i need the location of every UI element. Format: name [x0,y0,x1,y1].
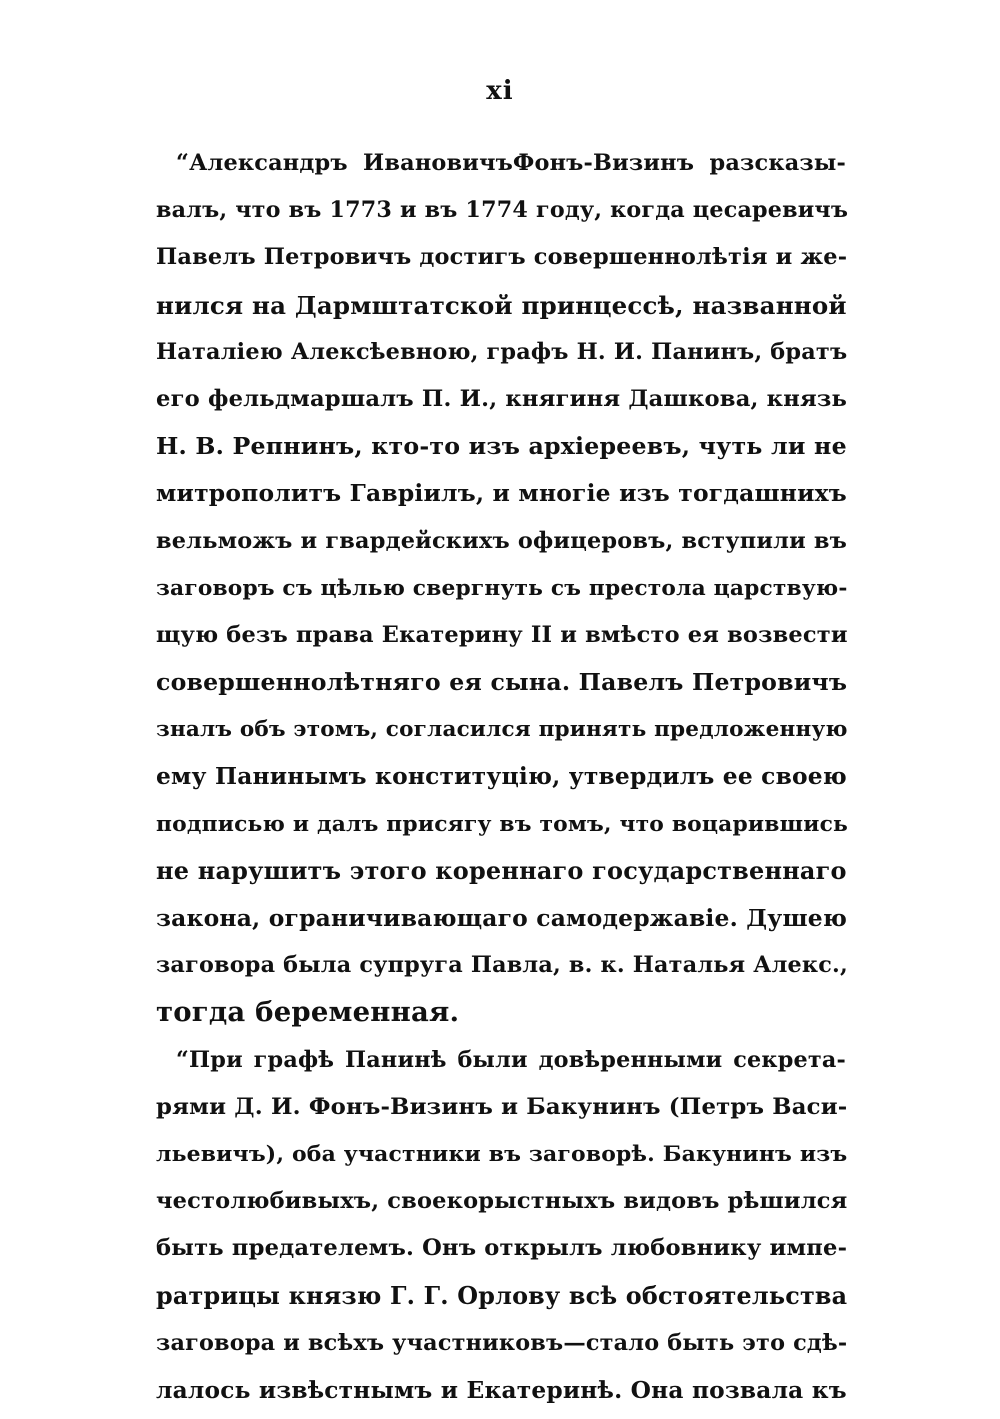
text-line: митрополитъ Гавріилъ, и многіе изъ тогдашнихъ [156,479,847,508]
text-line: не нарушитъ этого кореннаго государственнаго [156,856,847,885]
text-line: тогда беременная. [156,996,460,1029]
text-line: совершеннолѣтняго ея сына. Павелъ Петровичъ [156,668,848,697]
text-line: заговоръ съ цѣлью свергнуть съ престола царствую- [156,575,848,601]
text-line: Павелъ Петровичъ достигъ совершеннолѣтія и же- [156,244,848,271]
paragraph-1 [156,140,849,1037]
text-line: подписью и далъ присягу въ томъ, что воцарившись [156,811,849,837]
text-line: “Александръ ИвановичъФонъ-Визинъ разсказы- [176,150,846,176]
text-line: нился на Дармштатской принцессѣ, названной [156,290,847,320]
text-line: Н. В. Репнинъ, кто-то изъ архіереевъ, чуть ли не [156,432,847,461]
text-line: валъ, что въ 1773 и въ 1774 году, когда цесаревичъ [156,197,849,224]
text-line: Наталіею Алексѣевною, графъ Н. И. Панинъ, братъ [156,338,848,365]
paragraph-2 [156,1037,846,1415]
text-line: его фельдмаршалъ П. И., княгиня Дашкова, князь [156,385,848,412]
page-number: xi [486,76,514,106]
text-line: честолюбивыхъ, своекорыстныхъ видовъ рѣшился [156,1188,848,1215]
text-line: лалось извѣстнымъ и Екатеринѣ. Она позвала къ [156,1376,847,1404]
text-line: заговора была супруга Павла, в. к. Наталья Алекс., [156,952,848,979]
text-line: ему Панинымъ конституцію, утвердилъ ее своею [156,762,847,791]
body-text [156,140,849,1414]
text-line: зналъ объ этомъ, согласился принять предложенную [156,717,848,743]
text-line: закона, ограничивающаго самодержавіе. Душею [156,904,848,932]
text-line: рями Д. И. Фонъ-Визинъ и Бакунинъ (Петръ Васи- [156,1093,848,1120]
text-line: заговора и всѣхъ участниковъ—стало быть это сдѣ- [156,1329,848,1356]
text-line: льевичъ), оба участники въ заговорѣ. Бакунинъ изъ [156,1140,848,1167]
text-line: “При графѣ Панинѣ были довѣренными секрета- [176,1046,846,1073]
text-line: вельможъ и гвардейскихъ офицеровъ, вступили въ [156,527,848,554]
text-line: ратрицы князю Г. Г. Орлову всѣ обстоятельства [156,1281,848,1310]
text-line: быть предателемъ. Онъ открылъ любовнику импе- [156,1235,848,1262]
text-line: щую безъ права Екатерину II и вмѣсто ея возвести [156,621,848,648]
